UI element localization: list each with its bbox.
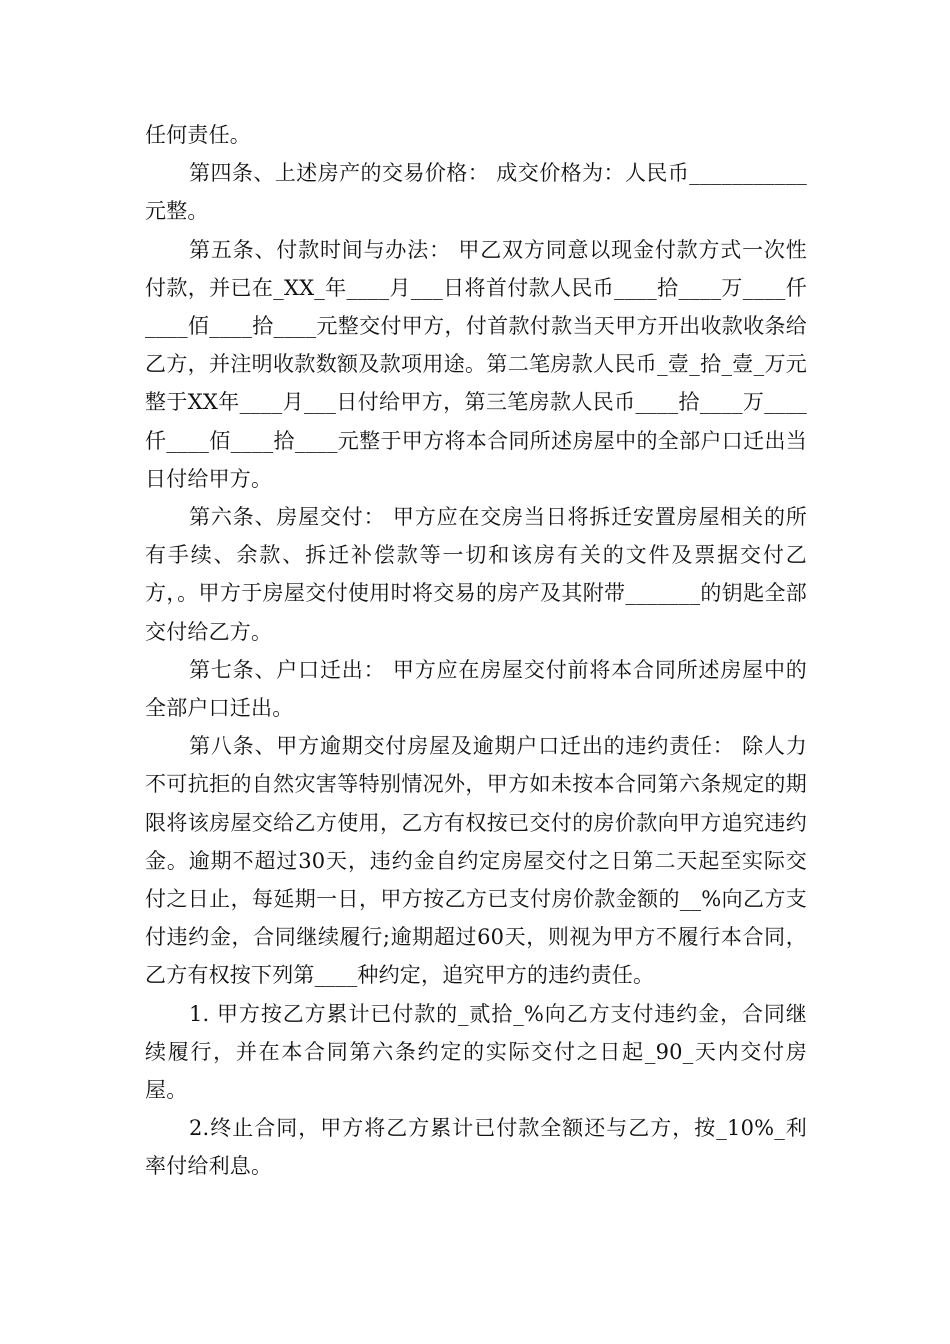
document-body <box>145 116 807 1186</box>
paragraph-continuation: 任何责任。 <box>145 123 251 147</box>
paragraph-option-2: 2.终止合同，甲方将乙方累计已付款全额还与乙方，按_10%_利率付给利息。 <box>145 1116 807 1179</box>
paragraph-article-5: 第五条、付款时间与办法： 甲乙双方同意以现金付款方式一次性付款，并已在_XX_年____月___日将首付款人民币____拾____万____仟____佰____拾____元整交付甲方，付首款付款当天甲方开出收款收条给乙方，并注明收款数额及款项用途。第二笔房款人民币_壹_拾_壹_万元整于XX年____月___日付给甲方，第三笔房款人民币____拾____万____仟____佰____拾____元整于甲方将本合同所述房屋中的全部户口迁出当日付给甲方。 <box>145 237 807 491</box>
paragraph-article-6: 第六条、房屋交付： 甲方应在交房当日将拆迁安置房屋相关的所有手续、余款、拆迁补偿款等一切和该房有关的文件及票据交付乙方，。甲方于房屋交付使用时将交易的房产及其附带_______的钥匙全部交付给乙方。 <box>145 505 807 644</box>
paragraph-option-1: 1. 甲方按乙方累计已付款的_贰拾_%向乙方支付违约金，合同继续履行，并在本合同第六条约定的实际交付之日起_90_天内交付房屋。 <box>145 1001 807 1103</box>
paragraph-article-8: 第八条、甲方逾期交付房屋及逾期户口迁出的违约责任： 除人力不可抗拒的自然灾害等特别情况外，甲方如未按本合同第六条规定的期限将该房屋交给乙方使用，乙方有权按已交付的房价款向甲方追究违约金。逾期不超过30天，违约金自约定房屋交付之日第二天起至实际交付之日止，每延期一日，甲方按乙方已支付房价款金额的__%向乙方支付违约金，合同继续履行;逾期超过60天，则视为甲方不履行本合同，乙方有权按下列第____种约定，追究甲方的违约责任。 <box>145 734 807 988</box>
paragraph-article-4: 第四条、上述房产的交易价格： 成交价格为：人民币___________元整。 <box>145 161 807 224</box>
paragraph-article-7: 第七条、户口迁出： 甲方应在房屋交付前将本合同所述房屋中的全部户口迁出。 <box>145 657 807 721</box>
